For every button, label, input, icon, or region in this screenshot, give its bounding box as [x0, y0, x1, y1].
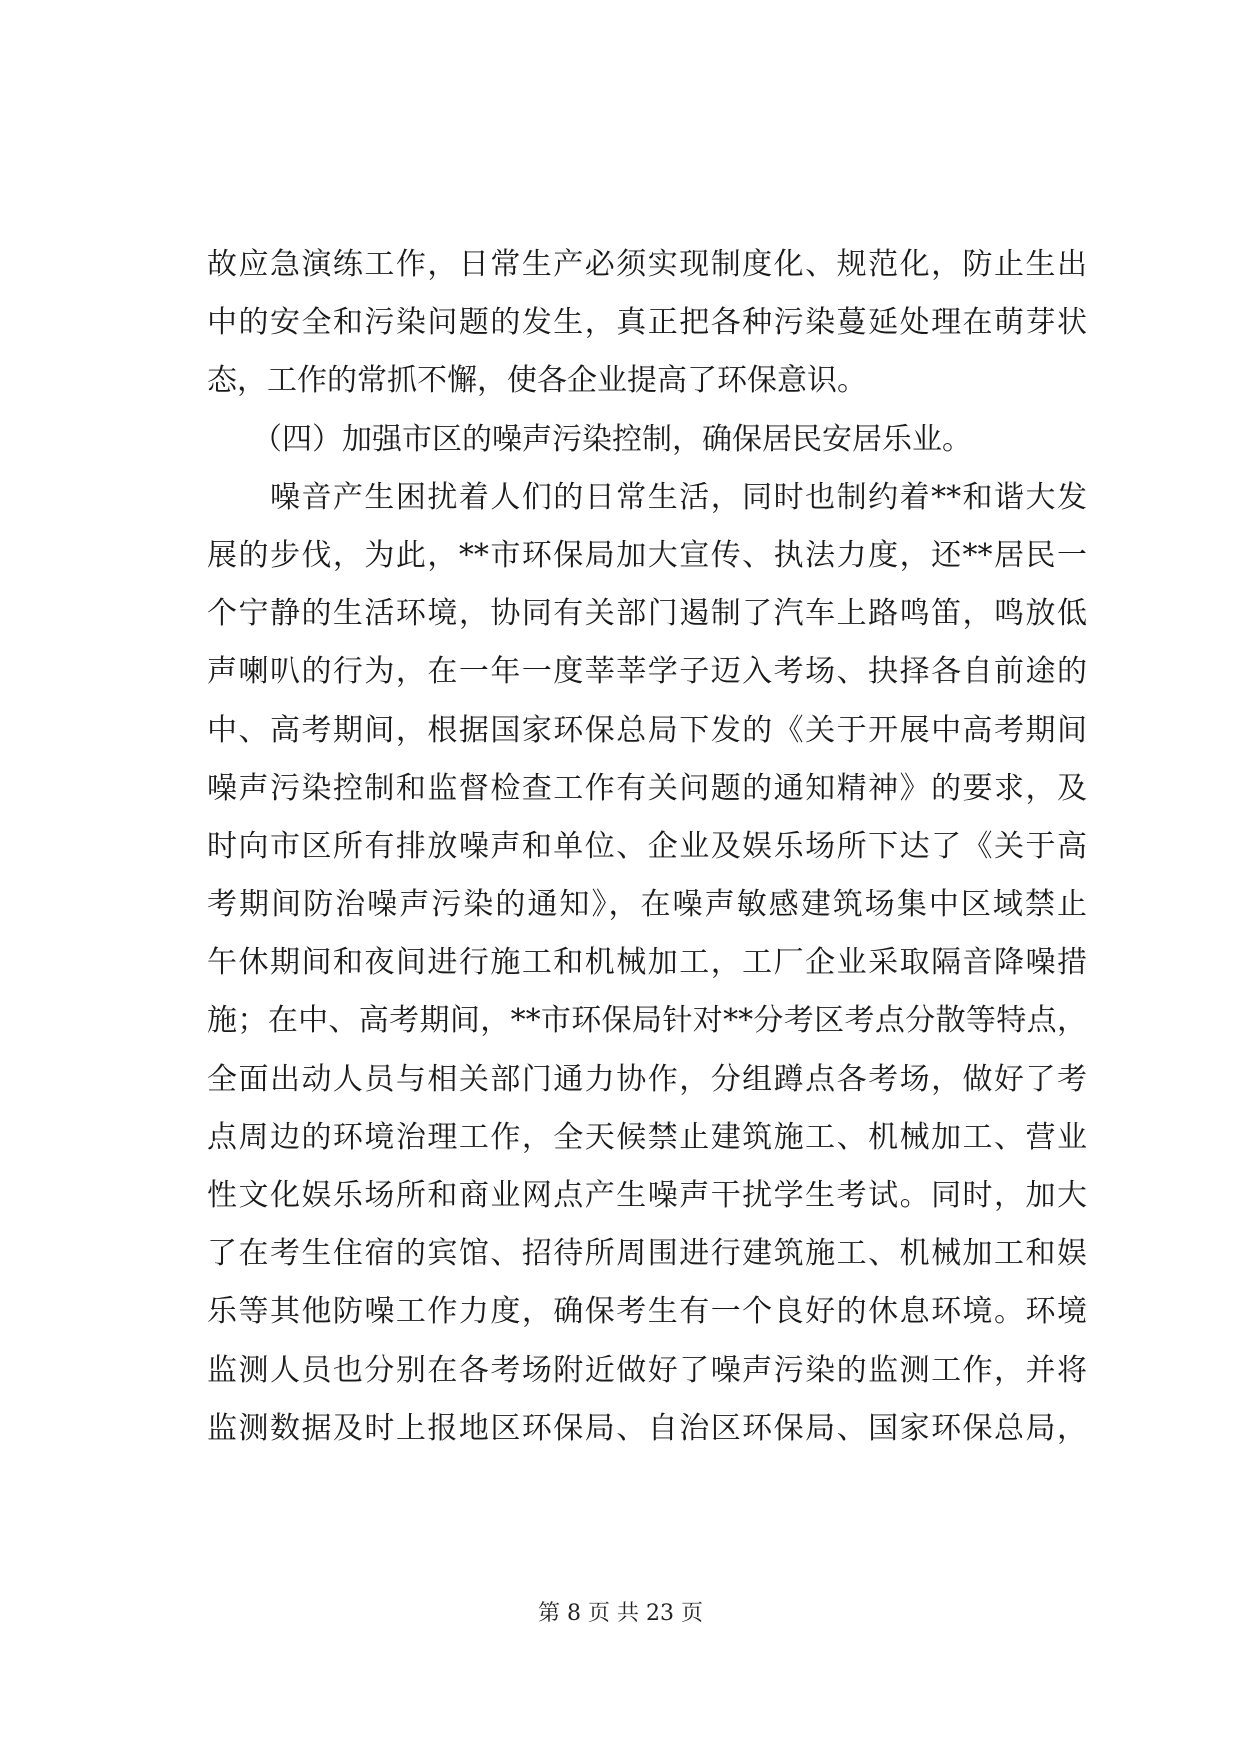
- section-heading: （四）加强市区的噪声污染控制，确保居民安居乐业。: [207, 421, 972, 457]
- text-line: 监测数据及时上报地区环保局、自治区环保局、国家环保总局，: [207, 1410, 1087, 1446]
- text-line: 性文化娱乐场所和商业网点产生噪声干扰学生考试。同时，加大: [207, 1178, 1087, 1213]
- text-line: 监测人员也分别在各考场附近做好了噪声污染的监测工作，并将: [207, 1352, 1087, 1388]
- text-line: 乐等其他防噪工作力度，确保考生有一个良好的休息环境。环境: [207, 1294, 1087, 1330]
- text-line: 考期间防治噪声污染的通知》，在噪声敏感建筑场集中区域禁止: [207, 887, 1087, 923]
- text-line: 施；在中、高考期间，**市环保局针对**分考区考点分散等特点，: [207, 1003, 1087, 1039]
- text-line: 中的安全和污染问题的发生，真正把各种污染蔓延处理在萌芽状: [207, 305, 1087, 341]
- text-line: 时向市区所有排放噪声和单位、企业及娱乐场所下达了《关于高: [207, 828, 1087, 864]
- text-line: 午休期间和夜间进行施工和机械加工，工厂企业采取隔音降噪措: [207, 945, 1087, 981]
- text-line: 噪声污染控制和监督检查工作有关问题的通知精神》的要求，及: [207, 770, 1087, 806]
- page-number-footer: 第 8 页 共 23 页: [538, 1601, 703, 1626]
- body-text: [207, 236, 1087, 1458]
- text-line: 了在考生住宿的宾馆、招待所周围进行建筑施工、机械加工和娱: [207, 1236, 1087, 1272]
- text-line: 个宁静的生活环境，协同有关部门遏制了汽车上路鸣笛，鸣放低: [207, 596, 1087, 632]
- text-line: 故应急演练工作，日常生产必须实现制度化、规范化，防止生出: [207, 247, 1087, 282]
- text-line: 中、高考期间，根据国家环保总局下发的《关于开展中高考期间: [207, 712, 1087, 748]
- text-line: 噪音产生困扰着人们的日常生活，同时也制约着**和谐大发: [207, 479, 1087, 515]
- text-line: 声喇叭的行为，在一年一度莘莘学子迈入考场、抉择各自前途的: [207, 654, 1087, 690]
- text-line: 展的步伐，为此，**市环保局加大宣传、执法力度，还**居民一: [207, 537, 1087, 573]
- text-line: 点周边的环境治理工作，全天候禁止建筑施工、机械加工、营业: [207, 1119, 1087, 1155]
- text-line: 全面出动人员与相关部门通力协作，分组蹲点各考场，做好了考: [207, 1061, 1087, 1097]
- text-line: 态，工作的常抓不懈，使各企业提高了环保意识。: [207, 363, 867, 399]
